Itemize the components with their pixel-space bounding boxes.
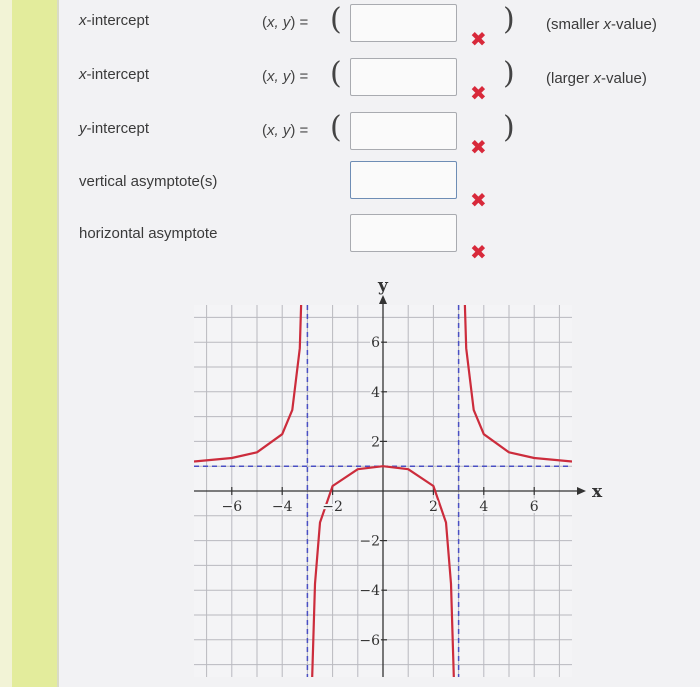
- y-tick-label: 4: [371, 384, 380, 401]
- close-paren: ): [503, 110, 515, 145]
- coordinate-prefix: (x, y) =: [262, 14, 309, 31]
- y-tick-label: 6: [371, 335, 380, 352]
- y-tick-label: −2: [359, 533, 380, 550]
- incorrect-icon: ✖: [470, 83, 487, 105]
- coordinate-prefix: (x, y) =: [262, 68, 309, 85]
- close-paren: ): [503, 56, 515, 91]
- y-tick-label: −4: [359, 583, 380, 600]
- y-axis-label: y: [378, 276, 388, 296]
- x-tick-label: −6: [221, 499, 243, 515]
- y-intercept-input[interactable]: [350, 112, 457, 150]
- incorrect-icon: ✖: [470, 242, 487, 264]
- note-larger-x-value: (larger x-value): [546, 70, 647, 87]
- x-tick-label: 4: [479, 499, 489, 515]
- open-paren: (: [330, 56, 342, 91]
- incorrect-icon: ✖: [470, 137, 487, 159]
- x-tick-label: −2: [322, 499, 343, 515]
- x-tick-label: 2: [428, 499, 438, 515]
- label-x-intercept-larger: x-intercept: [79, 66, 150, 83]
- horizontal-asymptote-input[interactable]: [350, 214, 457, 252]
- close-paren: ): [503, 2, 515, 37]
- x-tick-label: −4: [271, 499, 293, 515]
- left-highlight-bar: [12, 0, 57, 687]
- open-paren: (: [330, 110, 342, 145]
- x-axis-arrow: [577, 487, 586, 495]
- label-y-intercept: y-intercept: [79, 120, 150, 137]
- x-intercept-larger-input[interactable]: [350, 58, 457, 96]
- label-horizontal-asymptote: horizontal asymptote: [79, 225, 218, 242]
- coordinate-prefix: (x, y) =: [262, 122, 309, 139]
- incorrect-icon: ✖: [470, 29, 487, 51]
- x-axis-label: x: [592, 482, 603, 502]
- y-tick-label: 2: [371, 434, 380, 451]
- x-tick-label: 6: [529, 499, 539, 515]
- label-x-intercept-smaller: x-intercept: [79, 12, 150, 29]
- vertical-asymptotes-input[interactable]: [350, 161, 457, 199]
- label-vertical-asymptotes: vertical asymptote(s): [79, 173, 218, 190]
- y-axis-arrow: [379, 295, 387, 304]
- open-paren: (: [330, 2, 342, 37]
- x-intercept-smaller-input[interactable]: [350, 4, 457, 42]
- incorrect-icon: ✖: [470, 190, 487, 212]
- left-margin: [0, 0, 12, 687]
- function-graph: [180, 276, 603, 683]
- y-tick-label: −6: [359, 632, 380, 649]
- note-smaller-x-value: (smaller x-value): [546, 16, 657, 33]
